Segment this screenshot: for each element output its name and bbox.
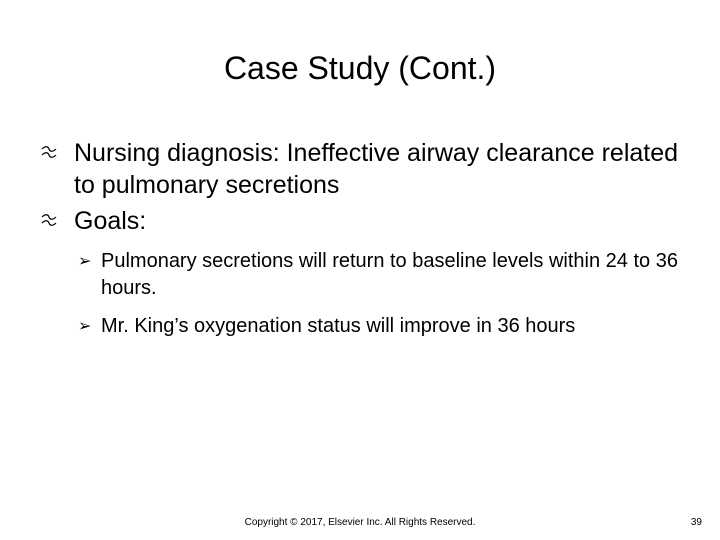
copyright-footer: Copyright © 2017, Elsevier Inc. All Rights Reserved. (244, 517, 476, 528)
sub-bullet-text: Pulmonary secretions will return to baseline levels within 24 to 36 hours. (101, 250, 678, 299)
sub-bullet-text: Mr. King’s oxygenation status will improve in 36 hours (101, 315, 576, 337)
curly-bullet-icon (40, 213, 58, 227)
sub-bullet-item-secretions-goal (78, 248, 701, 302)
bullet-text: Goals: (74, 207, 147, 235)
bullet-text: Nursing diagnosis: Ineffective airway clearance related to pulmonary secretions (74, 139, 679, 199)
arrowhead-bullet-icon: ➢ (78, 253, 92, 270)
sub-bullet-item-oxygenation-goal (78, 313, 701, 340)
curly-bullet-icon (40, 145, 58, 159)
page-number: 39 (690, 517, 702, 528)
arrowhead-bullet-icon: ➢ (78, 318, 92, 335)
bullet-item-nursing-diagnosis (74, 137, 694, 201)
slide-title: Case Study (Cont.) (223, 50, 497, 86)
bullet-item-goals (74, 205, 694, 237)
